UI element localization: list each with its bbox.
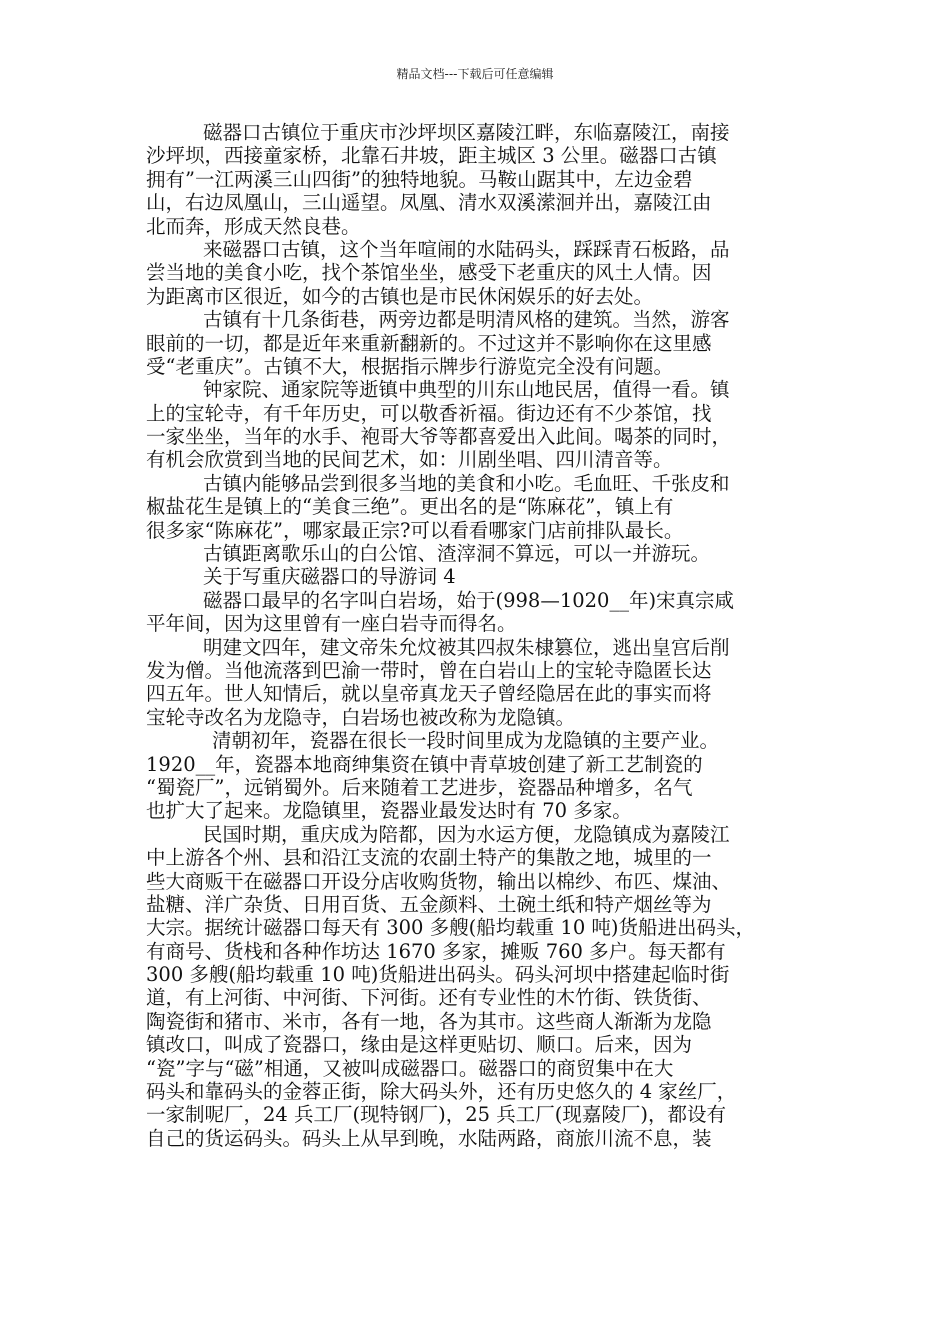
text-line: “蜀瓷厂”，远销蜀外。后来随着工艺进步，瓷器品种增多，名气 [146, 775, 693, 799]
text-line: 发为僧。当他流落到巴渝一带时，曾在白岩山上的宝轮寺隐匿长达 [146, 658, 712, 682]
text-line: 磁器口最早的名字叫白岩场，始于(998—1020__年)宋真宗咸 [203, 588, 735, 612]
text-line: 宝轮寺改名为龙隐寺，白岩场也被改称为龙隐镇。 [146, 705, 576, 729]
text-line: 古镇内能够品尝到很多当地的美食和小吃。毛血旺、千张皮和 [203, 471, 730, 495]
text-line: “瓷”字与“磁”相通，又被叫成磁器口。磁器口的商贸集中在大 [146, 1056, 674, 1080]
text-line: 沙坪坝，西接童家桥，北靠石井坡，距主城区 3 公里。磁器口古镇 [146, 144, 717, 168]
text-line: 磁器口古镇位于重庆市沙坪坝区嘉陵江畔，东临嘉陵江，南接 [203, 121, 730, 144]
text-line: 一家坐坐，当年的水手、袍哥大爷等都喜爱出入此间。喝茶的同时， [146, 425, 732, 449]
text-line: 道，有上河街、中河街、下河街。还有专业性的木竹街、铁货街、 [146, 986, 712, 1010]
text-line: 眼前的一切，都是近年来重新翻新的。不过这并不影响你在这里感 [146, 331, 712, 355]
text-line: 明建文四年，建文帝朱允炆被其四叔朱棣篡位，逃出皇宫后削 [203, 635, 730, 659]
text-line: 民国时期，重庆成为陪都，因为水运方便，龙隐镇成为嘉陵江 [203, 822, 730, 846]
text-line: 中上游各个州、县和沿江支流的农副土特产的集散之地，城里的一 [146, 846, 712, 870]
text-line: 尝当地的美食小吃，找个茶馆坐坐，感受下老重庆的风土人情。因 [146, 261, 712, 285]
text-line: 椒盐花生是镇上的“美食三绝”。更出名的是“陈麻花”，镇上有 [146, 495, 674, 519]
text-line: 盐糖、洋广杂货、日用百货、五金颜料、土碗土纸和特产烟丝等为 [146, 892, 712, 916]
text-line: 1920__年，瓷器本地商绅集资在镇中青草坡创建了新工艺制瓷的 [146, 752, 703, 776]
text-line: 拥有”一江两溪三山四街”的独特地貌。马鞍山踞其中，左边金碧 [146, 167, 693, 191]
document-body [146, 121, 810, 1150]
text-line: 四五年。世人知情后，就以皇帝真龙天子曾经隐居在此的事实而将 [146, 682, 712, 706]
text-line: 300 多艘(船均载重 10 吨)货船进出码头。码头河坝中搭建起临时街 [146, 963, 730, 987]
text-line: 一家制呢厂，24 兵工厂(现特钢厂)，25 兵工厂(现嘉陵厂)，都设有 [146, 1103, 726, 1127]
text-line: 清朝初年，瓷器在很长一段时间里成为龙隐镇的主要产业。 [212, 729, 720, 753]
text-line: 自己的货运码头。码头上从早到晚，水陆两路，商旅川流不息，装 [146, 1126, 712, 1150]
section-heading: 关于写重庆磁器口的导游词 4 [203, 565, 456, 589]
text-line: 码头和靠码头的金蓉正街，除大码头外，还有历史悠久的 4 家丝厂， [146, 1080, 737, 1104]
text-line: 古镇有十几条街巷，两旁边都是明清风格的建筑。当然，游客 [203, 308, 730, 332]
text-line: 有机会欣赏到当地的民间艺术，如：川剧坐唱、四川清音等。 [146, 448, 673, 472]
text-line: 山，右边凤凰山，三山遥望。凤凰、清水双溪潆洄并出，嘉陵江由 [146, 191, 712, 215]
text-line: 平年间，因为这里曾有一座白岩寺而得名。 [146, 612, 517, 636]
text-line: 镇改口，叫成了瓷器口，缘由是这样更贴切、顺口。后来，因为 [146, 1033, 693, 1057]
text-line: 些大商贩干在磁器口开设分店收购货物，输出以棉纱、布匹、煤油、 [146, 869, 732, 893]
text-line: 来磁器口古镇，这个当年喧闹的水陆码头，踩踩青石板路，品 [203, 237, 730, 261]
text-line: 有商号、货栈和各种作坊达 1670 多家，摊贩 760 多户。每天都有 [146, 939, 726, 963]
text-line: 陶瓷街和猪市、米市，各有一地，各为其市。这些商人渐渐为龙隐 [146, 1009, 712, 1033]
text-line: 为距离市区很近，如今的古镇也是市民休闲娱乐的好去处。 [146, 284, 654, 308]
text-line: 也扩大了起来。龙隐镇里，瓷器业最发达时有 70 多家。 [146, 799, 632, 823]
text-line: 古镇距离歌乐山的白公馆、渣滓洞不算远，可以一并游玩。 [203, 542, 711, 566]
text-line: 受“老重庆”。古镇不大，根据指示牌步行游览完全没有问题。 [146, 354, 673, 378]
text-line: 钟家院、通家院等逝镇中典型的川东山地民居，值得一看。镇 [203, 378, 730, 402]
text-line: 北而奔，形成天然良巷。 [146, 214, 361, 238]
text-line: 很多家“陈麻花”，哪家最正宗?可以看看哪家门店前排队最长。 [146, 518, 684, 542]
text-line: 上的宝轮寺，有千年历史，可以敬香祈福。街边还有不少茶馆，找 [146, 401, 712, 425]
page-header: 精品文档---下载后可任意编辑 [396, 67, 554, 81]
text-line: 大宗。据统计磁器口每天有 300 多艘(船均载重 10 吨)货船进出码头， [146, 916, 756, 940]
